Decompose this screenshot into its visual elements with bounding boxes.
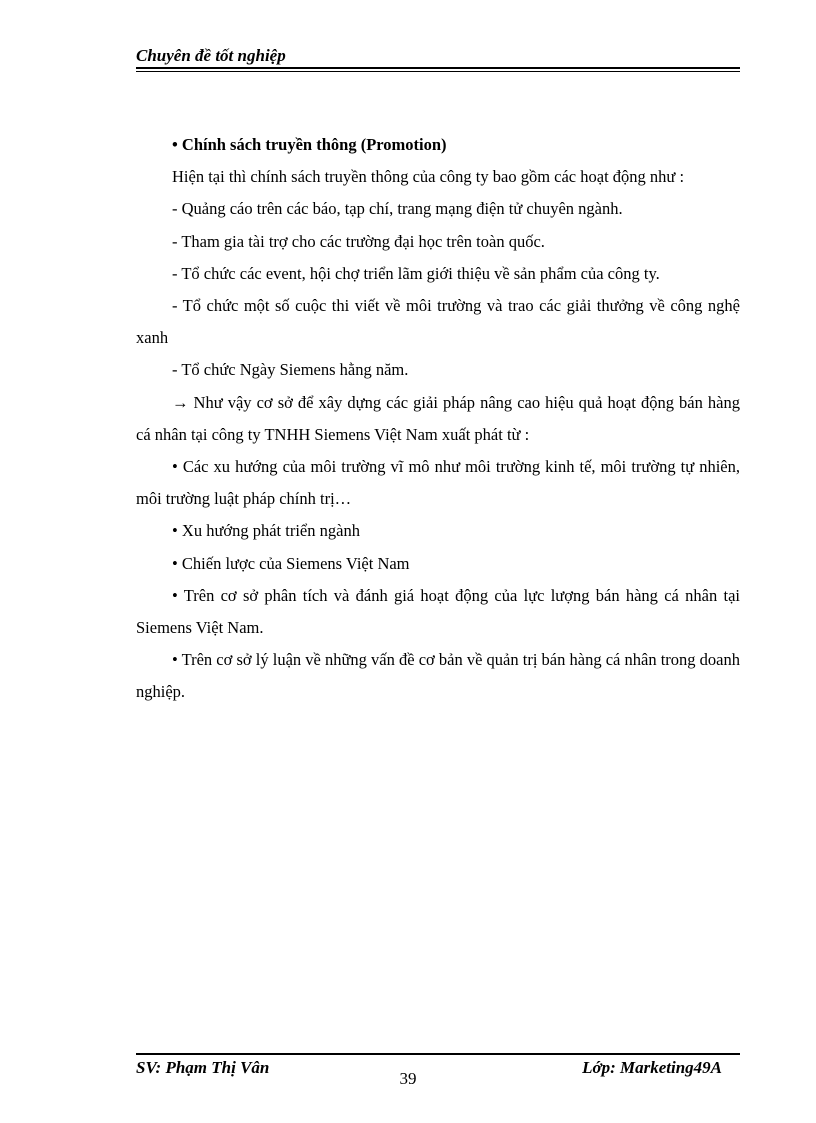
footer-rule [136,1053,740,1055]
footer-student-name: SV: Phạm Thị Vân [136,1058,270,1077]
bullet-theory-basis: • Trên cơ sở lý luận về những vấn đề cơ bản về quản trị bán hàng cá nhân trong doanh nghiệp. [136,650,740,702]
page-number: 39 [399,1069,417,1088]
section-heading-promotion: • Chính sách truyền thông (Promotion) [172,135,447,154]
conclusion-paragraph: → Như vậy cơ sở để xây dựng các giải pháp nâng cao hiệu quả hoạt động bán hàng cá nhân tại công ty TNHH Siemens Việt Nam xuất phát từ : [136,392,740,444]
header-rule-thick [136,67,740,69]
bullet-macro-environment: • Các xu hướng của môi trường vĩ mô như môi trường kinh tế, môi trường tự nhiên, môi trường luật pháp chính trị… [136,457,740,509]
list-item-siemens-day: - Tổ chức Ngày Siemens hằng năm. [172,360,409,380]
list-item-sponsorship: - Tham gia tài trợ cho các trường đại học trên toàn quốc. [172,231,545,251]
bullet-strategy: • Chiến lược của Siemens Việt Nam [172,553,410,573]
bullet-industry-trend: • Xu hướng phát triển ngành [172,521,360,541]
header-rule-thin [136,71,740,72]
footer-class: Lớp: Marketing49A [582,1058,722,1077]
bullet-sales-force-analysis: • Trên cơ sở phân tích và đánh giá hoạt động của lực lượng bán hàng cá nhân tại Siemens Việt Nam. [136,585,740,638]
list-item-contests: - Tổ chức một số cuộc thi viết về môi trường và trao các giải thưởng về công nghệ xanh [136,296,740,348]
list-item-events: - Tổ chức các event, hội chợ triển lãm giới thiệu về sản phẩm của công ty. [172,263,660,283]
body-content [136,129,740,709]
intro-paragraph: Hiện tại thì chính sách truyền thông của công ty bao gồm các hoạt động như : [172,167,685,187]
list-item-advertising: - Quảng cáo trên các báo, tạp chí, trang mạng điện tử chuyên ngành. [172,199,623,219]
document-title: Chuyên đề tốt nghiệp [136,46,286,65]
